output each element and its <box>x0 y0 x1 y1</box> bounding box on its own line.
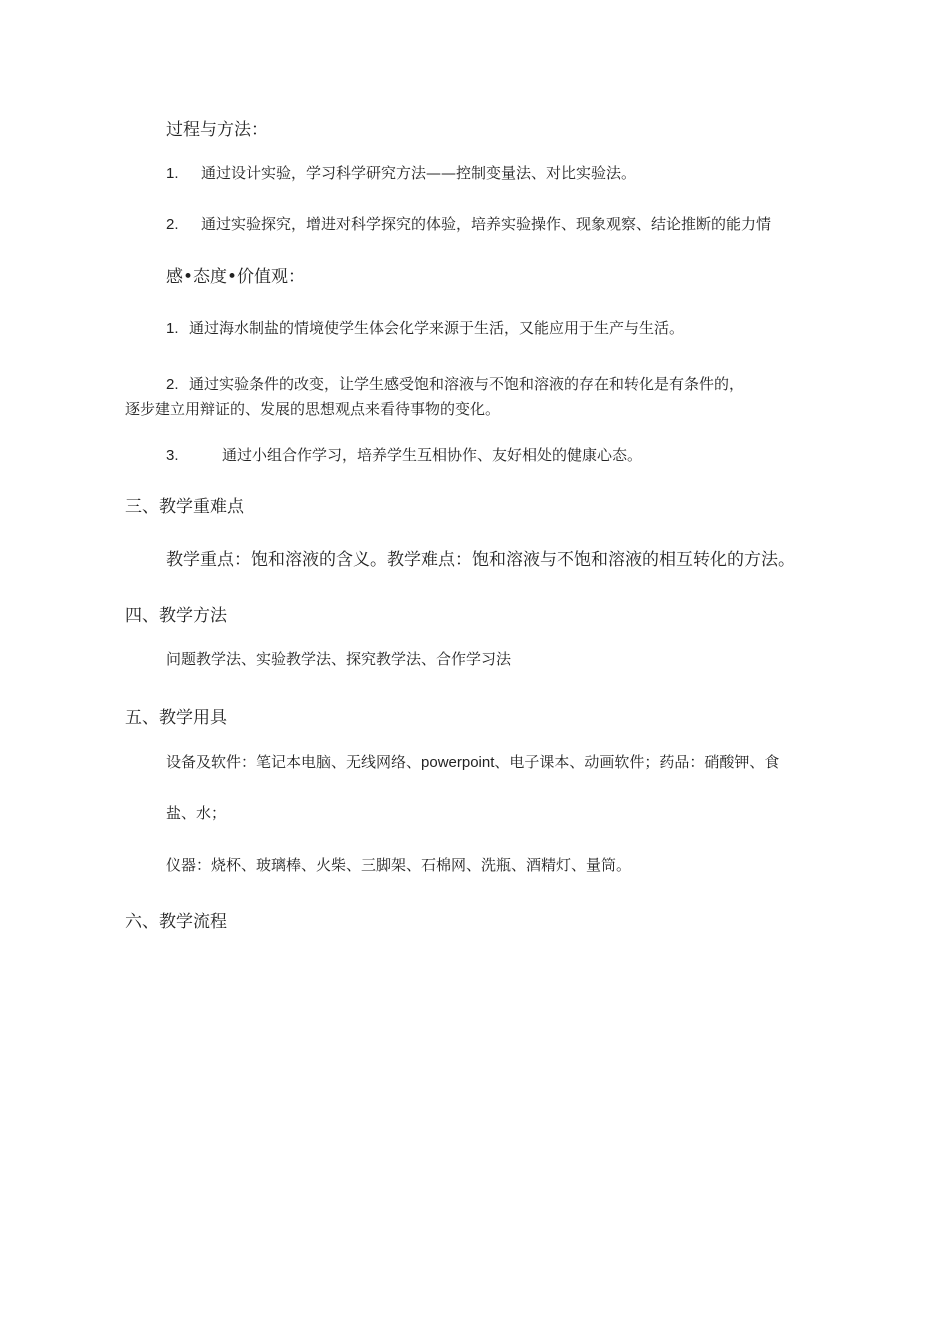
section-5-equipment <box>166 751 779 772</box>
item-text: 通过实验条件的改变，让学生感受饱和溶液与不饱和溶液的存在和转化是有条件的， <box>189 375 745 393</box>
emotion-heading: 感•态度•价值观： <box>166 267 306 287</box>
section-4-title: 四、教学方法 <box>125 606 227 626</box>
section-6-title: 六、教学流程 <box>125 912 227 932</box>
section-5-equipment-continuation: 盐、水； <box>166 804 227 822</box>
emotion-item-2 <box>166 373 744 394</box>
section-5-title: 五、教学用具 <box>125 708 227 728</box>
process-item-2 <box>166 213 771 234</box>
item-text: 通过设计实验，学习科学研究方法——控制变量法、对比实验法。 <box>201 164 637 182</box>
item-number: 2. <box>166 216 179 233</box>
process-heading: 过程与方法： <box>166 120 268 140</box>
emotion-item-2-continuation: 逐步建立用辩证的、发展的思想观点来看待事物的变化。 <box>125 400 501 418</box>
item-number: 1. <box>166 165 179 182</box>
section-3-title: 三、教学重难点 <box>125 497 244 517</box>
item-text: 通过小组合作学习，培养学生互相协作、友好相处的健康心态。 <box>222 446 643 464</box>
emotion-item-1 <box>166 317 684 338</box>
item-text: 通过实验探究，增进对科学探究的体验，培养实验操作、现象观察、结论推断的能力情 <box>201 215 772 233</box>
emotion-item-3 <box>166 444 642 465</box>
item-number: 3. <box>166 447 179 464</box>
item-number: 1. <box>166 320 179 337</box>
process-item-1 <box>166 162 636 183</box>
item-number: 2. <box>166 376 179 393</box>
section-4-body: 问题教学法、实验教学法、探究教学法、合作学习法 <box>166 650 512 668</box>
equipment-text-cont: 、电子课本、动画软件；药品：硝酸钾、食 <box>494 753 780 771</box>
item-text: 通过海水制盐的情境使学生体会化学来源于生活，又能应用于生产与生活。 <box>189 319 685 337</box>
section-5-instruments: 仪器：烧杯、玻璃棒、火柴、三脚架、石棉网、洗瓶、酒精灯、量筒。 <box>166 856 632 874</box>
equipment-software: powerpoint <box>421 754 495 771</box>
equipment-text: 设备及软件：笔记本电脑、无线网络、 <box>166 753 422 771</box>
section-3-body: 教学重点：饱和溶液的含义。教学难点：饱和溶液与不饱和溶液的相互转化的方法。 <box>166 550 795 570</box>
